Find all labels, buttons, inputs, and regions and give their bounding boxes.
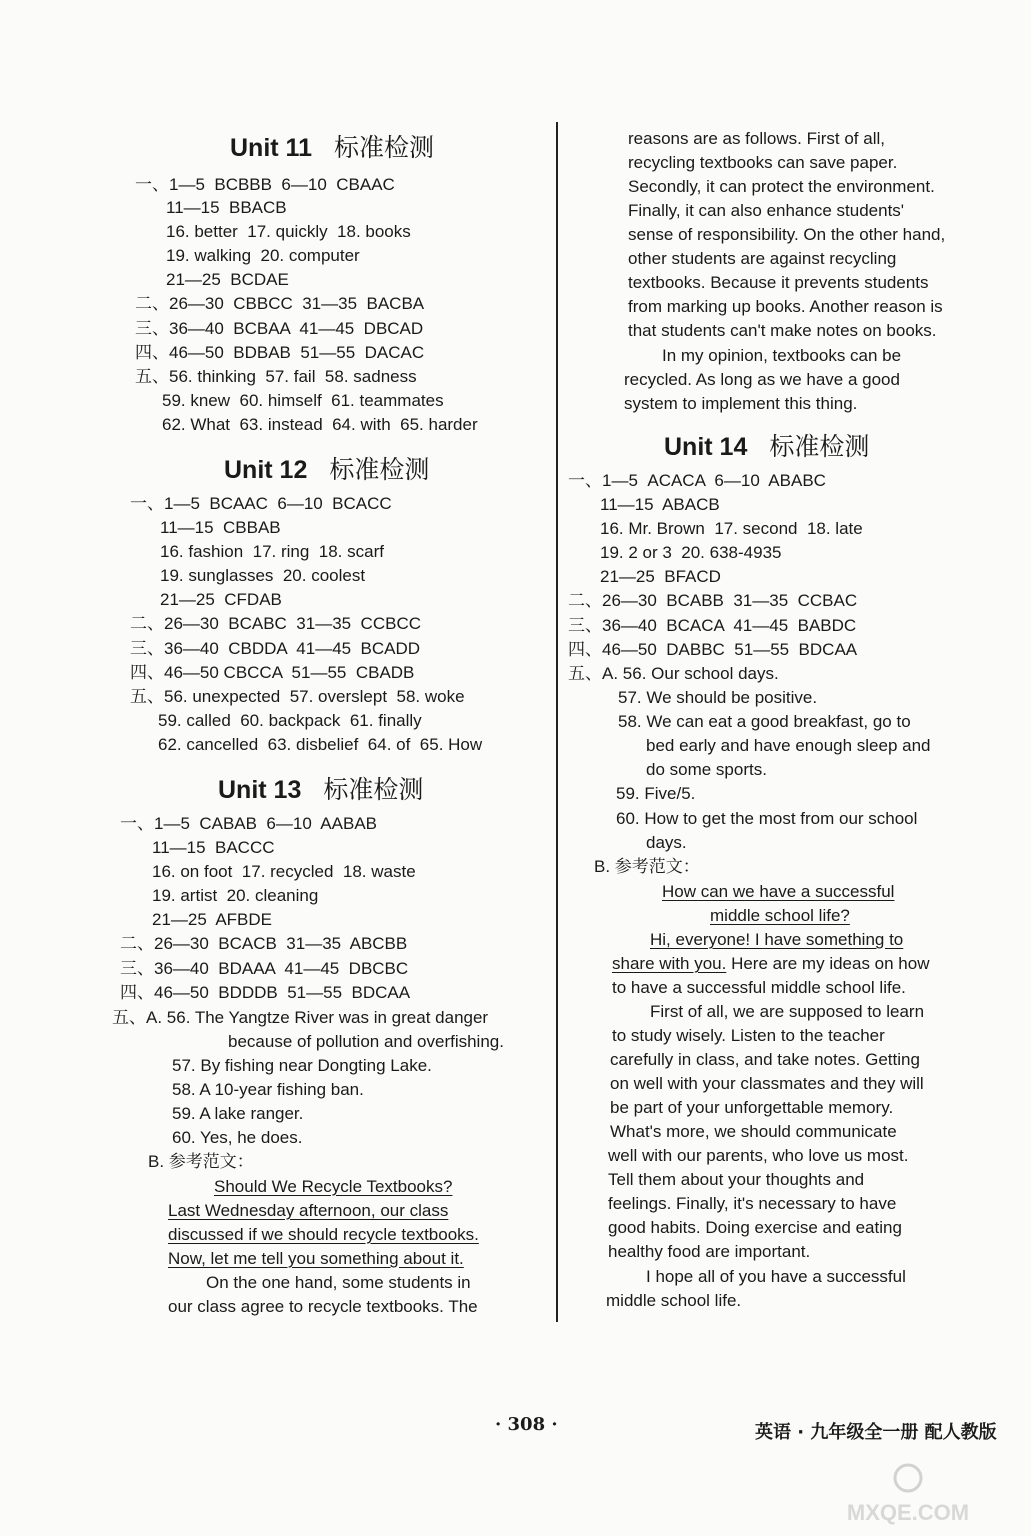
answer-line: 60. How to get the most from our school <box>616 809 918 828</box>
answer-line: days. <box>646 833 687 852</box>
answer-line: 五、A. 56. The Yangtze River was in great danger <box>112 1008 489 1027</box>
essay-line: Now, let me tell you something about it. <box>168 1249 464 1268</box>
answer-line: 57. By fishing near Dongting Lake. <box>172 1056 432 1075</box>
essay-line: Hi, everyone! I have something to <box>650 930 904 949</box>
essay-line: well with our parents, who love us most. <box>608 1146 909 1165</box>
answer-line: 19. artist 20. cleaning <box>152 886 319 905</box>
answer-line: 二、26—30 BCABC 31—35 CCBCC <box>130 614 421 633</box>
column-divider <box>556 122 558 1322</box>
essay-label: B. 参考范文： <box>594 857 700 876</box>
essay-line: carefully in class, and take notes. Getting <box>610 1050 920 1069</box>
essay-line: other students are against recycling <box>628 249 897 268</box>
answer-line: 11—15 CBBAB <box>160 518 281 537</box>
answer-line: 一、1—5 BCBBB 6—10 CBAAC <box>135 175 395 194</box>
essay-text: Here are my ideas on how <box>726 954 930 973</box>
unit-14-heading <box>664 427 869 463</box>
answer-line: do some sports. <box>646 760 767 779</box>
answer-line: 59. knew 60. himself 61. teammates <box>162 391 444 410</box>
answer-line: 四、46—50 DABBC 51—55 BDCAA <box>568 640 858 659</box>
answer-line: because of pollution and overfishing. <box>228 1032 504 1051</box>
essay-line: recycled. As long as we have a good <box>624 370 900 389</box>
essay-line: that students can't make notes on books. <box>628 321 937 340</box>
essay-line: feelings. Finally, it's necessary to have <box>608 1194 897 1213</box>
answer-line: 一、1—5 ACACA 6—10 ABABC <box>568 471 826 490</box>
answer-line: 19. 2 or 3 20. 638-4935 <box>600 543 782 562</box>
answer-line: 58. A 10-year fishing ban. <box>172 1080 364 1099</box>
essay-line: middle school life. <box>606 1291 742 1310</box>
essay-line: be part of your unforgettable memory. <box>610 1098 894 1117</box>
essay-title: Should We Recycle Textbooks? <box>214 1177 453 1196</box>
essay-line: to have a successful middle school life. <box>612 978 906 997</box>
essay-line: system to implement this thing. <box>624 394 858 413</box>
page-number: · 308 · <box>495 1414 558 1435</box>
watermark-text: MXQE.COM <box>846 1500 970 1525</box>
essay-title: middle school life? <box>710 906 850 925</box>
essay-underlined: share with you. <box>612 954 727 973</box>
answer-line: 21—25 CFDAB <box>160 590 282 609</box>
answer-line: 59. A lake ranger. <box>172 1104 304 1123</box>
unit-title: Unit 12 <box>224 456 308 484</box>
essay-line: good habits. Doing exercise and eating <box>608 1218 902 1237</box>
essay-line: Tell them about your thoughts and <box>608 1170 865 1189</box>
answer-line: 19. sunglasses 20. coolest <box>160 566 366 585</box>
answer-line: 四、46—50 CBCCA 51—55 CBADB <box>130 663 415 682</box>
essay-title: How can we have a successful <box>662 882 895 901</box>
essay-line: on well with your classmates and they will <box>610 1074 924 1093</box>
answer-line: 一、1—5 BCAAC 6—10 BCACC <box>130 494 392 513</box>
answer-line: 二、26—30 BCACB 31—35 ABCBB <box>120 934 408 953</box>
essay-line: discussed if we should recycle textbooks. <box>168 1225 479 1244</box>
essay-line: Finally, it can also enhance students' <box>628 201 905 220</box>
answer-line: 五、56. thinking 57. fail 58. sadness <box>135 367 417 386</box>
answer-line: 16. Mr. Brown 17. second 18. late <box>600 519 863 538</box>
answer-line: 二、26—30 CBBCC 31—35 BACBA <box>135 294 425 313</box>
answer-line: 五、A. 56. Our school days. <box>568 664 779 683</box>
answer-line: 11—15 BACCC <box>152 838 275 857</box>
unit-11-heading <box>230 128 434 164</box>
unit-subtitle: 标准检测 <box>323 775 424 804</box>
unit-13-heading <box>218 770 423 806</box>
answer-line: 四、46—50 BDDDB 51—55 BDCAA <box>120 983 411 1002</box>
answer-line: 19. walking 20. computer <box>166 246 360 265</box>
essay-line: from marking up books. Another reason is <box>628 297 943 316</box>
answer-line: 五、56. unexpected 57. overslept 58. woke <box>130 687 465 706</box>
answer-line: 11—15 ABACB <box>600 495 720 514</box>
essay-line: Secondly, it can protect the environment. <box>628 177 935 196</box>
essay-line: our class agree to recycle textbooks. The <box>168 1297 478 1316</box>
answer-line: 16. on foot 17. recycled 18. waste <box>152 862 416 881</box>
answer-line: 四、46—50 BDBAB 51—55 DACAC <box>135 343 425 362</box>
essay-line: First of all, we are supposed to learn <box>650 1002 925 1021</box>
essay-line: I hope all of you have a successful <box>646 1267 906 1286</box>
unit-title: Unit 14 <box>664 433 748 461</box>
answer-line: 11—15 BBACB <box>166 198 287 217</box>
answer-line: 62. cancelled 63. disbelief 64. of 65. How <box>158 735 483 754</box>
essay-line: reasons are as follows. First of all, <box>628 129 885 148</box>
answer-line: 16. better 17. quickly 18. books <box>166 222 411 241</box>
answer-line: 57. We should be positive. <box>618 688 818 707</box>
unit-12-heading <box>224 450 429 486</box>
essay-line: On the one hand, some students in <box>206 1273 471 1292</box>
essay-line: What's more, we should communicate <box>610 1122 897 1141</box>
unit-subtitle: 标准检测 <box>329 455 430 484</box>
watermark-logo <box>818 1462 998 1526</box>
essay-line: recycling textbooks can save paper. <box>628 153 898 172</box>
unit-subtitle: 标准检测 <box>333 133 434 162</box>
answer-line: 21—25 BCDAE <box>166 270 289 289</box>
essay-line: textbooks. Because it prevents students <box>628 273 929 292</box>
answer-line: 二、26—30 BCABB 31—35 CCBAC <box>568 591 858 610</box>
answer-line: 三、36—40 CBDDA 41—45 BCADD <box>130 639 421 658</box>
answer-line: 62. What 63. instead 64. with 65. harder <box>162 415 478 434</box>
answer-line: 一、1—5 CABAB 6—10 AABAB <box>120 814 378 833</box>
unit-title: Unit 13 <box>218 776 302 804</box>
essay-line: healthy food are important. <box>608 1242 811 1261</box>
answer-line: 21—25 AFBDE <box>152 910 273 929</box>
answer-line: 三、36—40 BCBAA 41—45 DBCAD <box>135 319 424 338</box>
answer-line: 59. Five/5. <box>616 784 696 803</box>
essay-line: Last Wednesday afternoon, our class <box>168 1201 449 1220</box>
essay-line: In my opinion, textbooks can be <box>662 346 902 365</box>
essay-line: sense of responsibility. On the other hand, <box>628 225 946 244</box>
essay-label: B. 参考范文： <box>148 1152 254 1171</box>
book-title: 英语 · 九年级全一册 配人教版 <box>755 1422 997 1443</box>
answer-line: 三、36—40 BDAAA 41—45 DBCBC <box>120 959 409 978</box>
essay-line <box>612 953 930 975</box>
answer-line: 60. Yes, he does. <box>172 1128 303 1147</box>
answer-line: 21—25 BFACD <box>600 567 721 586</box>
answer-line: 59. called 60. backpack 61. finally <box>158 711 422 730</box>
answer-line: 三、36—40 BCACA 41—45 BABDC <box>568 616 857 635</box>
essay-line: to study wisely. Listen to the teacher <box>612 1026 885 1045</box>
answer-line: bed early and have enough sleep and <box>646 736 931 755</box>
unit-title: Unit 11 <box>230 134 312 162</box>
unit-subtitle: 标准检测 <box>769 432 870 461</box>
answer-line: 16. fashion 17. ring 18. scarf <box>160 542 384 561</box>
answer-line: 58. We can eat a good breakfast, go to <box>618 712 911 731</box>
